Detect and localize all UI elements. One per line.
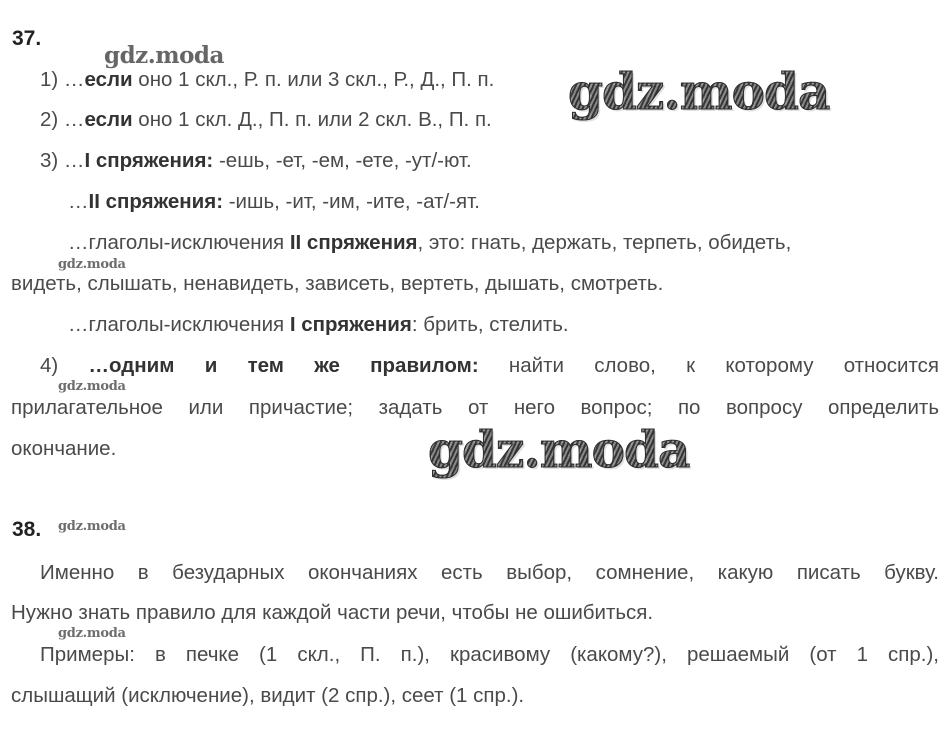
watermark-logo: gdz.moda [568, 62, 830, 121]
line-prefix: …глаголы-исключения [68, 313, 290, 336]
answer-line-4-cont: прилагательное или причастие; задать от него вопрос; по вопросу определить [11, 396, 939, 419]
answer-line-4 [40, 353, 939, 379]
line-text: найти слово, к которому относится [478, 354, 939, 377]
line-prefix: 3) … [40, 149, 85, 172]
bold-term: если [84, 68, 133, 91]
line-prefix: 2) … [40, 108, 85, 131]
answer-line-3c [68, 230, 791, 256]
task-number: 38. [12, 518, 42, 541]
watermark-logo: gdz.moda [104, 42, 224, 69]
line-prefix: 4) [40, 354, 89, 377]
answer-line-1 [40, 67, 494, 93]
watermark-logo: gdz.moda [58, 519, 126, 534]
bold-term: …одним и тем же правилом: [88, 354, 479, 377]
line-text: -ешь, -ет, -ем, -ете, -ут/-ют. [213, 149, 472, 172]
paragraph-line: Примеры: в печке (1 скл., П. п.), красивому (какому?), решаемый (от 1 спр.), [40, 643, 939, 666]
answer-line-2 [40, 107, 492, 133]
watermark-logo: gdz.moda [428, 420, 690, 479]
bold-term: если [84, 108, 133, 131]
answer-line-3d [68, 312, 569, 338]
line-text: оно 1 скл. Д., П. п. или 2 скл. В., П. п. [132, 108, 492, 131]
paragraph-line: слышащий (исключение), видит (2 спр.), сеет (1 спр.). [11, 684, 525, 707]
task-number: 37. [12, 27, 42, 50]
bold-term: II спряжения: [88, 190, 224, 213]
answer-line-3a [40, 148, 472, 174]
line-text: , это: гнать, держать, терпеть, обидеть, [417, 231, 792, 254]
paragraph-line: Именно в безударных окончаниях есть выбор, сомнение, какую писать букву. [40, 561, 939, 584]
line-text: : брить, стелить. [411, 313, 569, 336]
line-text: оно 1 скл., Р. п. или 3 скл., Р., Д., П. п. [132, 68, 495, 91]
line-text: -ишь, -ит, -им, -ите, -ат/-ят. [223, 190, 480, 213]
line-prefix: 1) … [40, 68, 85, 91]
line-prefix: … [68, 190, 89, 213]
bold-term: I спряжения: [84, 149, 214, 172]
paragraph-line: Нужно знать правило для каждой части речи, чтобы не ошибиться. [11, 601, 654, 624]
answer-line-4-cont: окончание. [11, 437, 117, 460]
answer-line-3c-cont: видеть, слышать, ненавидеть, зависеть, вертеть, дышать, смотреть. [11, 272, 664, 295]
bold-term: II спряжения [289, 231, 418, 254]
line-prefix: …глаголы-исключения [68, 231, 290, 254]
answer-line-3b [68, 189, 480, 215]
watermark-logo: gdz.moda [58, 626, 126, 641]
watermark-logo: gdz.moda [58, 379, 126, 394]
watermark-logo: gdz.moda [58, 257, 126, 272]
bold-term: I спряжения [289, 313, 412, 336]
